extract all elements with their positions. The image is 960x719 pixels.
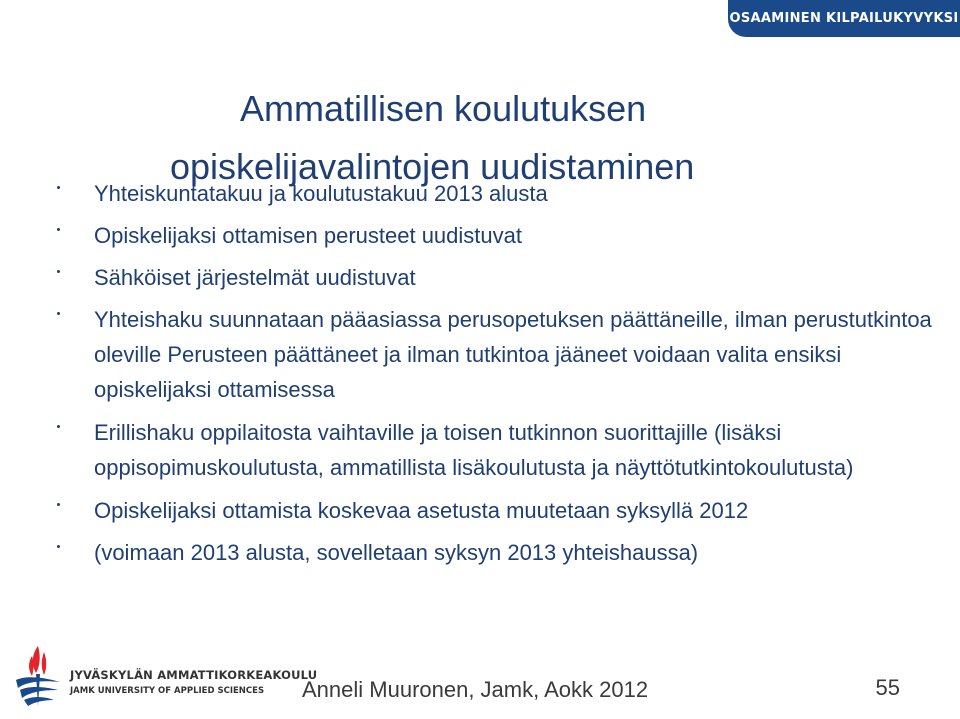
bullet-list: [57, 176, 937, 577]
footer-author: Anneli Muuronen, Jamk, Aokk 2012: [302, 677, 649, 702]
list-item: Yhteiskuntatakuu ja koulutustakuu 2013 alusta: [57, 176, 937, 211]
jamk-logo: [10, 640, 318, 715]
list-item: Opiskelijaksi ottamisen perusteet uudistuvat: [57, 218, 937, 253]
title-line-1: Ammatillisen koulutuksen: [240, 88, 647, 129]
header-banner: OSAAMINEN KILPAILUKYVYKSI: [728, 0, 960, 37]
logo-name-en: JAMK UNIVERSITY OF APPLIED SCIENCES: [70, 686, 265, 696]
page-number: 55: [875, 675, 900, 700]
bullet-dot-icon: [57, 270, 60, 273]
bullet-dot-icon: [57, 545, 60, 548]
bullet-dot-icon: [57, 503, 60, 506]
list-item: Sähköiset järjestelmät uudistuvat: [57, 260, 937, 295]
title-line-2: opiskelijavalintojen uudistaminen: [170, 146, 695, 187]
list-item: (voimaan 2013 alusta, sovelletaan syksyn 2013 yhteishaussa): [57, 535, 937, 570]
bullet-dot-icon: [57, 312, 60, 315]
jamk-emblem-icon: [10, 640, 66, 710]
bullet-dot-icon: [57, 425, 60, 428]
bullet-dot-icon: [57, 186, 60, 189]
list-item: Erillishaku oppilaitosta vaihtaville ja toisen tutkinnon suorittajille (lisäksi oppisopimuskoulutusta, ammatillista lisäkoulutusta ja näyttötutkintokoulutusta): [57, 415, 937, 485]
list-item: Yhteishaku suunnataan pääasiassa perusopetuksen päättäneille, ilman perustutkintoa oleville Perusteen päättäneet ja ilman tutkintoa jääneet voidaan valita ensiksi opiskelijaksi ottamisessa: [57, 302, 937, 407]
logo-name-fi: JYVÄSKYLÄN AMMATTIKORKEAKOULU: [70, 668, 318, 682]
list-item: Opiskelijaksi ottamista koskevaa asetusta muutetaan syksyllä 2012: [57, 493, 937, 528]
bullet-dot-icon: [57, 228, 60, 231]
